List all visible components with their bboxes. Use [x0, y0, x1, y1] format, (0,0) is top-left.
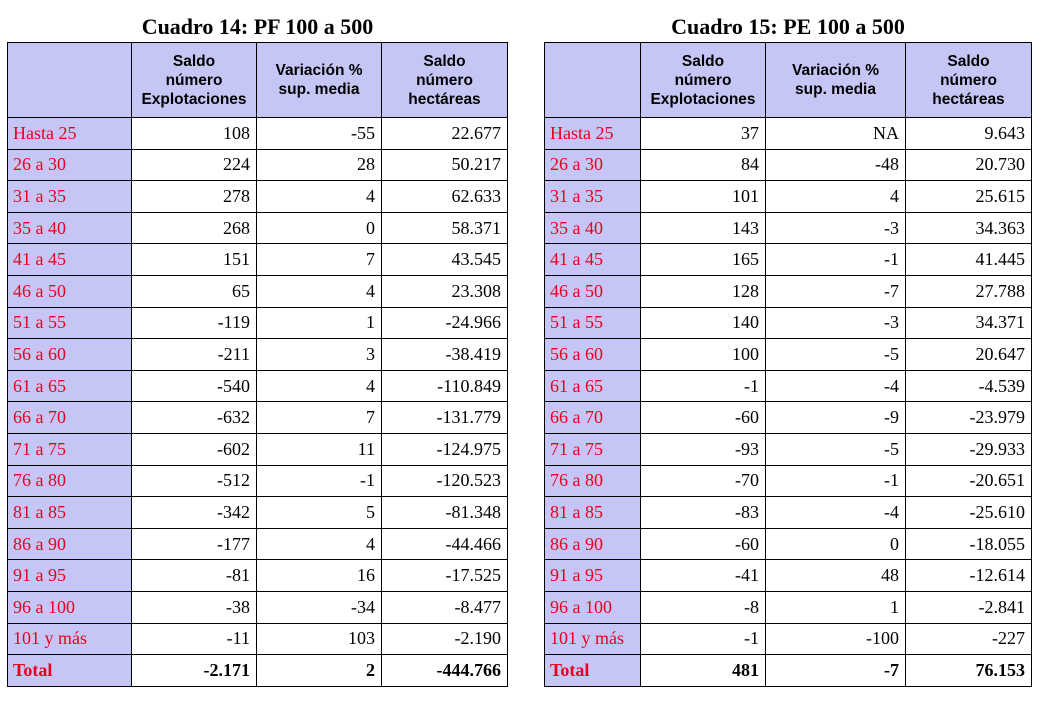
row-label: 51 a 55 [545, 307, 641, 339]
row-label: Hasta 25 [545, 118, 641, 150]
total-label: Total [545, 655, 641, 687]
table-row [545, 623, 1032, 655]
header-variacion: Variación % sup. media [766, 43, 906, 118]
cell-variacion: 28 [257, 149, 382, 181]
cell-saldo-explotaciones: 37 [641, 118, 766, 150]
row-label: 76 a 80 [545, 465, 641, 497]
cell-saldo-hectareas: 43.545 [382, 244, 508, 276]
row-label: 56 a 60 [545, 339, 641, 371]
row-label: 66 a 70 [545, 402, 641, 434]
cell-saldo-explotaciones: -60 [641, 528, 766, 560]
cell-saldo-hectareas: -44.466 [382, 528, 508, 560]
header-row [8, 43, 508, 118]
cell-saldo-explotaciones: 100 [641, 339, 766, 371]
table-row [545, 307, 1032, 339]
cell-saldo-hectareas: -124.975 [382, 433, 508, 465]
cell-saldo-hectareas: -17.525 [382, 560, 508, 592]
cell-saldo-hectareas: 9.643 [906, 118, 1032, 150]
cell-variacion: 1 [257, 307, 382, 339]
table-row [545, 465, 1032, 497]
row-label: 101 y más [8, 623, 132, 655]
row-label: 56 a 60 [8, 339, 132, 371]
cell-saldo-hectareas: -227 [906, 623, 1032, 655]
cell-variacion: -48 [766, 149, 906, 181]
header-saldo-hectareas: Saldo número hectáreas [906, 43, 1032, 118]
cell-variacion: 0 [766, 528, 906, 560]
cell-variacion: 103 [257, 623, 382, 655]
cell-saldo-hectareas: 20.730 [906, 149, 1032, 181]
table-row [8, 181, 508, 213]
cell-saldo-hectareas: 22.677 [382, 118, 508, 150]
cell-saldo-hectareas: -18.055 [906, 528, 1032, 560]
cell-saldo-explotaciones: 128 [641, 275, 766, 307]
cell-saldo-explotaciones: 481 [641, 655, 766, 687]
row-label: 35 a 40 [8, 212, 132, 244]
cell-saldo-explotaciones: -81 [132, 560, 257, 592]
cell-saldo-explotaciones: -342 [132, 497, 257, 529]
cell-variacion: 4 [257, 181, 382, 213]
table-row [8, 402, 508, 434]
cell-saldo-explotaciones: -512 [132, 465, 257, 497]
cell-saldo-explotaciones: -2.171 [132, 655, 257, 687]
cell-saldo-explotaciones: 65 [132, 275, 257, 307]
cell-saldo-explotaciones: -70 [641, 465, 766, 497]
row-label: 61 a 65 [8, 370, 132, 402]
cell-saldo-explotaciones: -83 [641, 497, 766, 529]
cell-variacion: -34 [257, 591, 382, 623]
row-label: 81 a 85 [8, 497, 132, 529]
cell-variacion: 4 [257, 370, 382, 402]
cell-variacion: -4 [766, 370, 906, 402]
cell-saldo-hectareas: 27.788 [906, 275, 1032, 307]
cell-saldo-explotaciones: -602 [132, 433, 257, 465]
cell-variacion: 11 [257, 433, 382, 465]
cell-saldo-hectareas: -444.766 [382, 655, 508, 687]
row-label: 35 a 40 [545, 212, 641, 244]
row-label: 71 a 75 [8, 433, 132, 465]
header-saldo-hectareas: Saldo número hectáreas [382, 43, 508, 118]
cell-saldo-explotaciones: 278 [132, 181, 257, 213]
table-row [8, 370, 508, 402]
table-row [545, 181, 1032, 213]
row-label: Hasta 25 [8, 118, 132, 150]
cell-variacion: -3 [766, 307, 906, 339]
cell-saldo-hectareas: 58.371 [382, 212, 508, 244]
row-label: 96 a 100 [8, 591, 132, 623]
cell-variacion: 2 [257, 655, 382, 687]
cell-saldo-hectareas: 41.445 [906, 244, 1032, 276]
header-corner [8, 43, 132, 118]
table-row [8, 433, 508, 465]
table-block-cuadro-14 [7, 12, 508, 687]
table-title: Cuadro 14: PF 100 a 500 [141, 14, 374, 39]
row-label: 51 a 55 [8, 307, 132, 339]
header-row [545, 43, 1032, 118]
table-row [8, 149, 508, 181]
row-label: 61 a 65 [545, 370, 641, 402]
cell-variacion: 1 [766, 591, 906, 623]
cell-saldo-explotaciones: 84 [641, 149, 766, 181]
cell-variacion: -1 [766, 465, 906, 497]
table-row [545, 591, 1032, 623]
row-label: 81 a 85 [545, 497, 641, 529]
cell-saldo-explotaciones: 108 [132, 118, 257, 150]
total-label: Total [8, 655, 132, 687]
table-row [545, 149, 1032, 181]
row-label: 71 a 75 [545, 433, 641, 465]
table-row [8, 560, 508, 592]
table-row [8, 275, 508, 307]
cell-saldo-hectareas: 25.615 [906, 181, 1032, 213]
table-row [545, 339, 1032, 371]
cell-saldo-hectareas: -29.933 [906, 433, 1032, 465]
row-label: 41 a 45 [545, 244, 641, 276]
cell-variacion: 4 [766, 181, 906, 213]
header-corner [545, 43, 641, 118]
cell-saldo-explotaciones: 268 [132, 212, 257, 244]
table-row [8, 528, 508, 560]
row-label: 46 a 50 [8, 275, 132, 307]
table-row [545, 497, 1032, 529]
table-row [8, 591, 508, 623]
cell-saldo-hectareas: -24.966 [382, 307, 508, 339]
cell-saldo-explotaciones: -8 [641, 591, 766, 623]
cell-saldo-explotaciones: 151 [132, 244, 257, 276]
table-row [8, 244, 508, 276]
table-row [545, 244, 1032, 276]
cell-saldo-explotaciones: -93 [641, 433, 766, 465]
table-row [545, 528, 1032, 560]
table-row [8, 212, 508, 244]
cell-variacion: -55 [257, 118, 382, 150]
cell-variacion: -5 [766, 433, 906, 465]
table-row [8, 118, 508, 150]
row-label: 41 a 45 [8, 244, 132, 276]
table-row [8, 339, 508, 371]
cell-variacion: -4 [766, 497, 906, 529]
cell-saldo-explotaciones: -1 [641, 623, 766, 655]
header-saldo-explotaciones: Saldo número Explotaciones [641, 43, 766, 118]
cell-variacion: -5 [766, 339, 906, 371]
row-label: 66 a 70 [8, 402, 132, 434]
cell-saldo-hectareas: -110.849 [382, 370, 508, 402]
row-label: 86 a 90 [545, 528, 641, 560]
cell-saldo-explotaciones: 165 [641, 244, 766, 276]
cell-variacion: -7 [766, 275, 906, 307]
row-label: 26 a 30 [8, 149, 132, 181]
cell-saldo-explotaciones: -1 [641, 370, 766, 402]
cell-variacion: -7 [766, 655, 906, 687]
table-row [545, 370, 1032, 402]
row-label: 31 a 35 [545, 181, 641, 213]
cell-variacion: 4 [257, 275, 382, 307]
cell-variacion: -3 [766, 212, 906, 244]
cell-variacion: 16 [257, 560, 382, 592]
data-table [544, 42, 1032, 687]
table-row [545, 560, 1032, 592]
cell-saldo-hectareas: -2.190 [382, 623, 508, 655]
cell-saldo-explotaciones: 140 [641, 307, 766, 339]
cell-saldo-hectareas: -38.419 [382, 339, 508, 371]
table-row [8, 465, 508, 497]
cell-saldo-hectareas: 76.153 [906, 655, 1032, 687]
table-row [545, 275, 1032, 307]
cell-saldo-hectareas: 34.363 [906, 212, 1032, 244]
cell-saldo-hectareas: -131.779 [382, 402, 508, 434]
table-row [8, 623, 508, 655]
cell-saldo-hectareas: 23.308 [382, 275, 508, 307]
cell-saldo-explotaciones: -177 [132, 528, 257, 560]
table-title: Cuadro 15: PE 100 a 500 [671, 14, 905, 39]
row-label: 96 a 100 [545, 591, 641, 623]
row-label: 86 a 90 [8, 528, 132, 560]
table-row [8, 497, 508, 529]
cell-saldo-hectareas: -23.979 [906, 402, 1032, 434]
header-saldo-explotaciones: Saldo número Explotaciones [132, 43, 257, 118]
row-label: 101 y más [545, 623, 641, 655]
cell-variacion: NA [766, 118, 906, 150]
cell-variacion: 7 [257, 244, 382, 276]
cell-saldo-explotaciones: -11 [132, 623, 257, 655]
total-row [8, 655, 508, 687]
table-row [545, 118, 1032, 150]
cell-variacion: 0 [257, 212, 382, 244]
header-variacion: Variación % sup. media [257, 43, 382, 118]
row-label: 31 a 35 [8, 181, 132, 213]
table-row [545, 212, 1032, 244]
table-row [545, 433, 1032, 465]
cell-saldo-explotaciones: -60 [641, 402, 766, 434]
row-label: 91 a 95 [545, 560, 641, 592]
cell-saldo-hectareas: -12.614 [906, 560, 1032, 592]
cell-saldo-hectareas: -2.841 [906, 591, 1032, 623]
cell-saldo-hectareas: 20.647 [906, 339, 1032, 371]
row-label: 46 a 50 [545, 275, 641, 307]
total-row [545, 655, 1032, 687]
cell-variacion: 3 [257, 339, 382, 371]
cell-variacion: 7 [257, 402, 382, 434]
cell-saldo-hectareas: -8.477 [382, 591, 508, 623]
cell-variacion: 48 [766, 560, 906, 592]
cell-saldo-explotaciones: -119 [132, 307, 257, 339]
cell-saldo-explotaciones: -540 [132, 370, 257, 402]
cell-saldo-hectareas: -4.539 [906, 370, 1032, 402]
cell-saldo-hectareas: -20.651 [906, 465, 1032, 497]
cell-saldo-hectareas: -25.610 [906, 497, 1032, 529]
cell-saldo-explotaciones: -38 [132, 591, 257, 623]
cell-variacion: -1 [257, 465, 382, 497]
table-row [8, 307, 508, 339]
row-label: 26 a 30 [545, 149, 641, 181]
row-label: 91 a 95 [8, 560, 132, 592]
cell-saldo-explotaciones: -41 [641, 560, 766, 592]
cell-variacion: -100 [766, 623, 906, 655]
table-block-cuadro-15 [544, 12, 1032, 687]
cell-saldo-explotaciones: 143 [641, 212, 766, 244]
cell-saldo-explotaciones: 224 [132, 149, 257, 181]
cell-variacion: 4 [257, 528, 382, 560]
cell-saldo-explotaciones: -632 [132, 402, 257, 434]
table-row [545, 402, 1032, 434]
cell-saldo-hectareas: -120.523 [382, 465, 508, 497]
cell-saldo-explotaciones: -211 [132, 339, 257, 371]
data-table [7, 42, 508, 687]
row-label: 76 a 80 [8, 465, 132, 497]
cell-saldo-hectareas: 62.633 [382, 181, 508, 213]
cell-variacion: 5 [257, 497, 382, 529]
cell-variacion: -1 [766, 244, 906, 276]
cell-saldo-hectareas: -81.348 [382, 497, 508, 529]
cell-saldo-hectareas: 34.371 [906, 307, 1032, 339]
cell-saldo-hectareas: 50.217 [382, 149, 508, 181]
cell-saldo-explotaciones: 101 [641, 181, 766, 213]
cell-variacion: -9 [766, 402, 906, 434]
